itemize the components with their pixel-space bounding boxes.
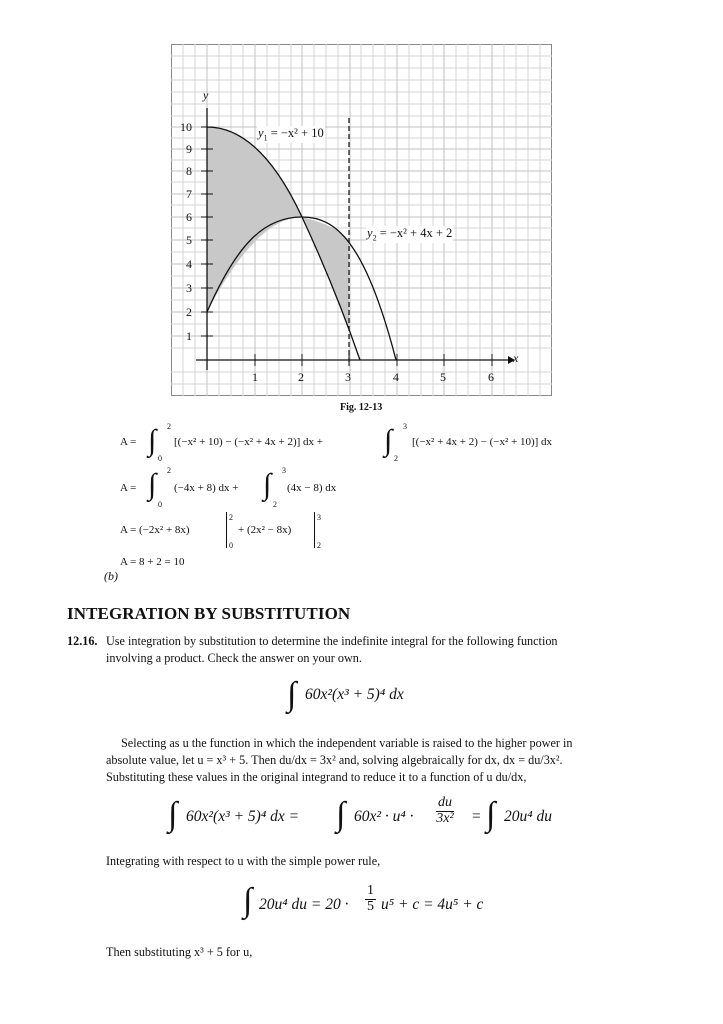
integral-sign: ∫ [336, 796, 346, 833]
x-tick-label: 6 [488, 370, 494, 384]
selection-text-2: absolute value, let u = x³ + 5. Then du/dx = 3x² and, solving algebraically for dx, dx = du/3x². [106, 753, 563, 767]
x-tick-label: 1 [252, 370, 258, 384]
selection-text-3: Substituting these values in the original integrand to reduce it to a function of u du/dx, [106, 770, 527, 784]
integral-sign: ∫ [486, 796, 496, 833]
evaluation-bar [314, 512, 315, 548]
y-tick-label: 3 [186, 281, 192, 295]
evaluation-bar [226, 512, 227, 548]
y-axis-label: y [203, 88, 209, 102]
curve-y1-label: $y_1 = -x^2 + 10$ [258, 126, 324, 143]
y-tick-label: 5 [186, 233, 192, 247]
section-heading: INTEGRATION BY SUBSTITUTION [67, 604, 351, 623]
problem-number: 12.16. [67, 634, 98, 648]
y-tick-label: 7 [186, 187, 192, 201]
y-tick-label: 6 [186, 210, 192, 224]
y-tick-label: 9 [186, 142, 192, 156]
y-tick-label: 4 [186, 257, 192, 271]
y-tick-label: 1 [186, 329, 192, 343]
part-label: (b) [104, 569, 118, 583]
integral-sign: ∫ [148, 468, 157, 501]
integral-sign: ∫ [384, 424, 393, 457]
x-tick-label: 3 [345, 370, 351, 384]
x-axis-label: x [513, 351, 519, 365]
y-tick-label: 8 [186, 164, 192, 178]
y-tick-label: 10 [180, 120, 192, 134]
fraction-du-over-3x2: $\frac{du}{\text{3x²}}$ [436, 795, 454, 826]
figure-12-13 [0, 0, 723, 400]
curve-y2-label: $y_2 = -x^2 + 4x + 2$ [367, 226, 453, 243]
integral-sign: ∫ [263, 468, 272, 501]
fraction-1-over-5: $\frac{1}{5}$ [367, 883, 374, 914]
figure-caption: Fig. 12-13 [340, 402, 383, 413]
area-line-4: A = 8 + 2 = 10 [120, 556, 185, 568]
problem-text-1: Use integration by substitution to determine the indefinite integral for the following function [106, 634, 558, 648]
integral-sign: ∫ [287, 676, 297, 713]
integral-sign: ∫ [148, 424, 157, 457]
integral-sign: ∫ [243, 882, 253, 919]
x-tick-label: 5 [440, 370, 446, 384]
then-text: Then substituting x³ + 5 for u, [106, 945, 253, 959]
problem-text-2: involving a product. Check the answer on your own. [106, 651, 362, 665]
integrating-text: Integrating with respect to u with the simple power rule, [106, 854, 381, 868]
integral-sign: ∫ [168, 796, 178, 833]
selection-text-1: Selecting as u the function in which the independent variable is raised to the higher power in [121, 736, 573, 750]
x-tick-label: 4 [393, 370, 399, 384]
y-tick-label: 2 [186, 305, 192, 319]
x-tick-label: 2 [298, 370, 304, 384]
